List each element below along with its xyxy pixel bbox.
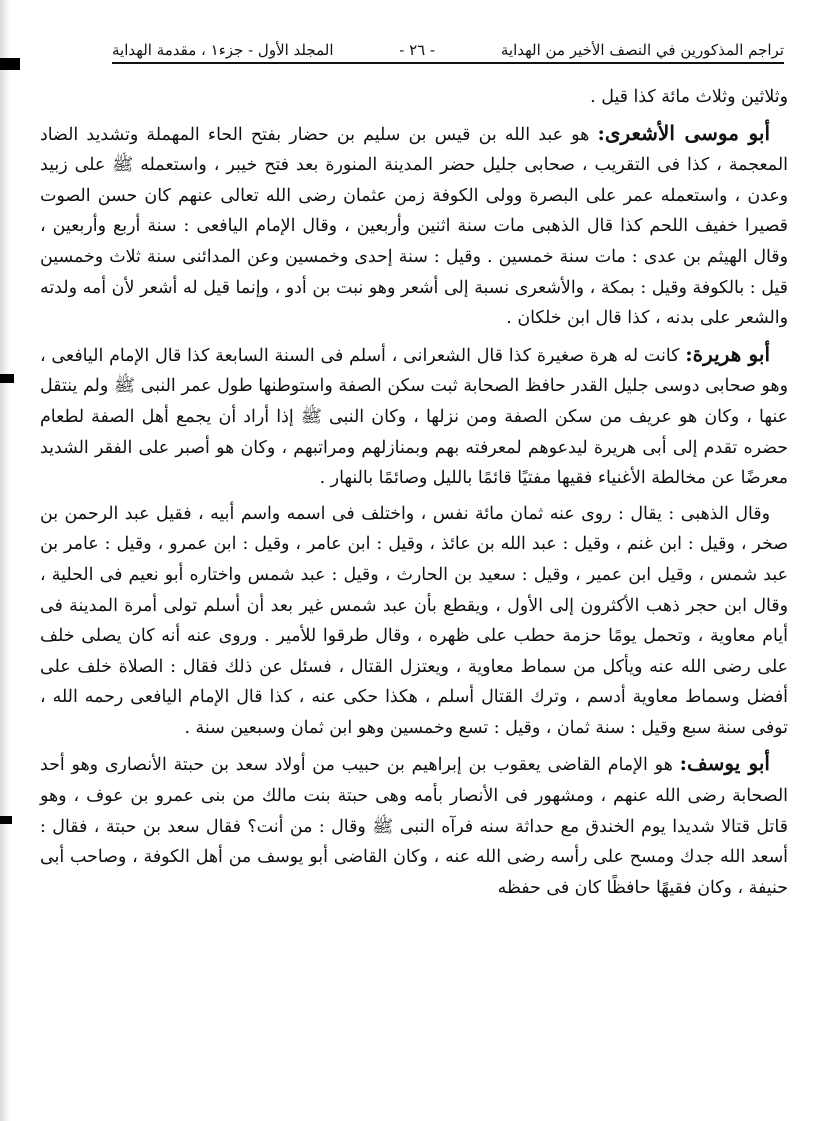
entry-name: أبو يوسف: xyxy=(679,751,770,776)
entry-text: كانت له هرة صغيرة كذا قال الشعرانى ، أسلم فى السنة السابعة كذا قال الإمام اليافعى ، وهو صحابى دوسى جليل القدر حافظ الصحابة ثبت سكن الصفة واستوطنها طول عمر النبى ﷺ ولم ينتقل عنها ، وكان هو عريف من سكن الصفة ومن نزلها ، وكان النبى ﷺ إذا أراد أن يجمع أهل الصفة لطعام حضره تقدم إلى أبى هريرة ليدعوهم لمعرفته بهم وبمنازلهم ومراتبهم ، وكان هو أصبر على الفقر الشديد معرضًا عن مخالطة الأغنياء فقيها مفتيًا قائمًا بالليل وصائمًا بالنهار . xyxy=(40,345,788,489)
header-volume: المجلد الأول - جزء١ ، مقدمة الهداية xyxy=(112,41,334,59)
header-page-number: - ٢٦ - xyxy=(399,41,436,59)
entry-name: أبو هريرة: xyxy=(685,341,771,366)
scan-mark-lower xyxy=(0,816,12,824)
entry-text: هو عبد الله بن قيس بن سليم بن حضار بفتح الحاء المهملة وتشديد الضاد المعجمة ، كذا فى التقريب ، صحابى جليل حضر المدينة المنورة بعد فتح خيبر ، واستعمله ﷺ على زبيد وعدن ، واستعمله عمر على البصرة وولى الكوفة زمن عثمان رضى الله تعالى عنهم كان حسن الصوت قصيرا خفيف اللحم كذا قال الذهبى مات سنة اثنين وأربعين ، وقال الإمام اليافعى : سنة أربع وأربعين ، وقال الهيثم بن عدى : مات سنة خمسين . وقيل : سنة إحدى وخمسين وعن المدائنى سنة ثلاث وخمسين قيل : بالكوفة وقيل : بمكة ، والأشعرى نسبة إلى أشعر وهو نبت بن أدو ، وإنما قيل له أشعر لأن أمه ولدته والشعر على بدنه ، كذا قال ابن خلكان . xyxy=(40,124,788,329)
paragraph-text: وقال الذهبى : يقال : روى عنه ثمان مائة نفس ، واختلف فى اسمه واسم أبيه ، فقيل عبد الرحمن بن صخر ، وقيل : ابن غنم ، وقيل : عبد الله بن عائذ ، وقيل : ابن عامر ، وقيل : ابن عمرو ، وقيل : عامر بن عبد شمس ، وقيل ابن عمير ، وقيل : سعيد بن الحارث ، وقيل : عبد شمس واختاره أبو نعيم فى الحلية ، وقال ابن حجر ذهب الأكثرون إلى الأول ، ويقطع بأن عبد شمس غير بعد أن أسلم تولى أمرة المدينة فى أيام معاوية ، وتحمل يومًا حزمة حطب على ظهره ، وقال طرقوا للأمير . وروى عنه أنه كان يصلى خلف على رضى الله عنه ويأكل من سماط معاوية ، ويعتزل القتال ، فسئل عن ذلك فقال : الصلاة خلف على أفضل وسماط معاوية أدسم ، وترك القتال أسلم ، هكذا حكى عنه ، كذا قال الإمام اليافعى رحمه الله ، توفى سنة سبع وقيل : سنة ثمان ، وقيل : تسع وخمسين وهو ابن ثمان وسبعين سنة . xyxy=(40,503,788,738)
paragraph-dhahabi xyxy=(40,499,788,744)
scan-mark-mid xyxy=(0,374,14,383)
header-title: تراجم المذكورين في النصف الأخير من الهداية xyxy=(500,41,784,59)
entry-name: أبو موسى الأشعرى: xyxy=(597,120,771,145)
entry-abu-yusuf xyxy=(40,748,788,903)
scan-mark-top xyxy=(0,58,20,70)
entry-text: هو الإمام القاضى يعقوب بن إبراهيم بن حبيب من أولاد سعد بن حبتة الأنصارى وهو أحد الصحابة رضى الله عنهم ، ومشهور فى الأنصار بأمه وهى حبتة بنت مالك من بنى عمرو بن عوف ، وهو قاتل قتالا شديدا يوم الخندق مع حداثة سنه فرآه النبى ﷺ وقال : من أنت؟ فقال سعد بن حبتة ، فقال : أسعد الله جدك ومسح على رأسه رضى الله عنه ، وكان القاضى أبو يوسف من أهل الكوفة ، وصاحب أبى حنيفة ، وكان فقيهًا حافظًا كان فى حفظه xyxy=(40,755,788,898)
entry-abu-hurayra xyxy=(40,339,788,494)
paragraph-continuation xyxy=(40,82,788,113)
paragraph-text: وثلاثين وثلاث مائة كذا قيل . xyxy=(590,87,788,107)
running-header xyxy=(112,28,784,64)
page-scan-edge xyxy=(0,0,10,1121)
entry-abu-musa xyxy=(40,118,788,334)
page-body xyxy=(40,82,788,903)
